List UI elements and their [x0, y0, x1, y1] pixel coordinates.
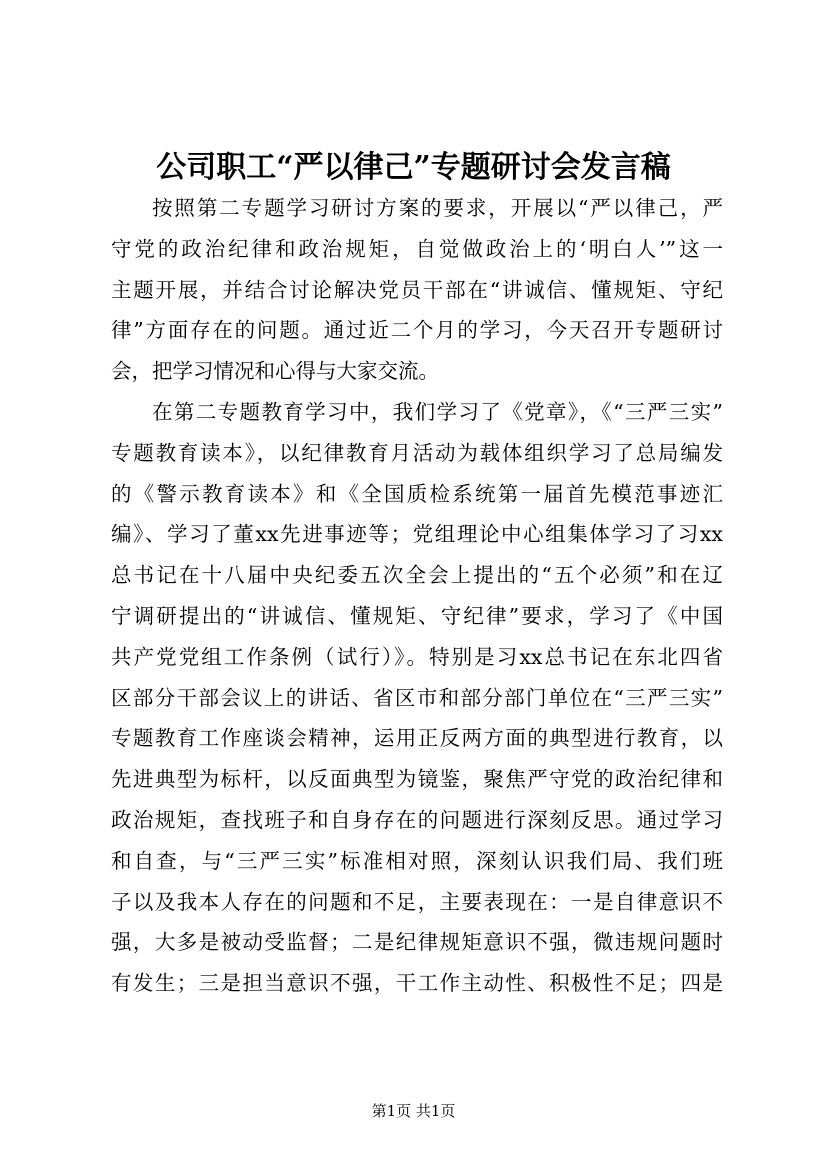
paragraph-line: 专题教育读本》，以纪律教育月活动为载体组织学习了总局编发 — [111, 440, 723, 465]
paragraph-line: 先进典型为标杆，以反面典型为镜鉴，聚焦严守党的政治纪律和 — [111, 767, 723, 792]
paragraph-line: 共产党党组工作条例（试行）》。特别是习xx总书记在东北四省 — [111, 644, 723, 669]
paragraph-line: 守党的政治纪律和政治规矩，自觉做政治上的‘明白人’”这一 — [111, 236, 723, 261]
paragraph-line: 有发生；三是担当意识不强，干工作主动性、积极性不足；四是 — [111, 971, 723, 996]
paragraph-line: 主题开展，并结合讨论解决党员干部在“讲诚信、懂规矩、守纪 — [111, 277, 723, 302]
paragraph-line: 律”方面存在的问题。通过近二个月的学习，今天召开专题研讨 — [111, 318, 723, 343]
page-number-footer: 第1页 共1页 — [371, 1102, 456, 1120]
paragraph-line: 和自查，与“三严三实”标准相对照，深刻认识我们局、我们班 — [111, 848, 723, 873]
paragraph-line: 总书记在十八届中央纪委五次全会上提出的“五个必须”和在辽 — [111, 563, 723, 588]
paragraph-line: 的《警示教育读本》和《全国质检系统第一届首先模范事迹汇 — [111, 481, 723, 506]
paragraph-line: 子以及我本人存在的问题和不足，主要表现在：一是自律意识不 — [111, 889, 723, 914]
paragraph-line: 会，把学习情况和心得与大家交流。 — [111, 359, 439, 384]
paragraph-line: 编》、学习了董xx先进事迹等；党组理论中心组集体学习了习xx — [111, 522, 723, 547]
paragraph-line: 在第二专题教育学习中，我们学习了《党章》，《“三严三实” — [152, 399, 723, 424]
paragraph-1 — [111, 188, 723, 392]
paragraph-line: 专题教育工作座谈会精神，运用正反两方面的典型进行教育，以 — [111, 726, 723, 751]
document-title: 公司职工“严以律己”专题研讨会发言稿 — [156, 150, 671, 185]
paragraph-line: 政治规矩，查找班子和自身存在的问题进行深刻反思。通过学习 — [111, 807, 723, 832]
paragraph-line: 强，大多是被动受监督；二是纪律规矩意识不强，微违规问题时 — [111, 930, 723, 955]
paragraph-line: 区部分干部会议上的讲话、省区市和部分部门单位在“三严三实” — [111, 685, 723, 710]
paragraph-line: 按照第二专题学习研讨方案的要求，开展以“严以律己，严 — [152, 196, 723, 220]
document-body — [111, 188, 723, 1004]
paragraph-2 — [111, 392, 723, 1004]
paragraph-line: 宁调研提出的“讲诚信、懂规矩、守纪律”要求，学习了《中国 — [111, 603, 723, 628]
